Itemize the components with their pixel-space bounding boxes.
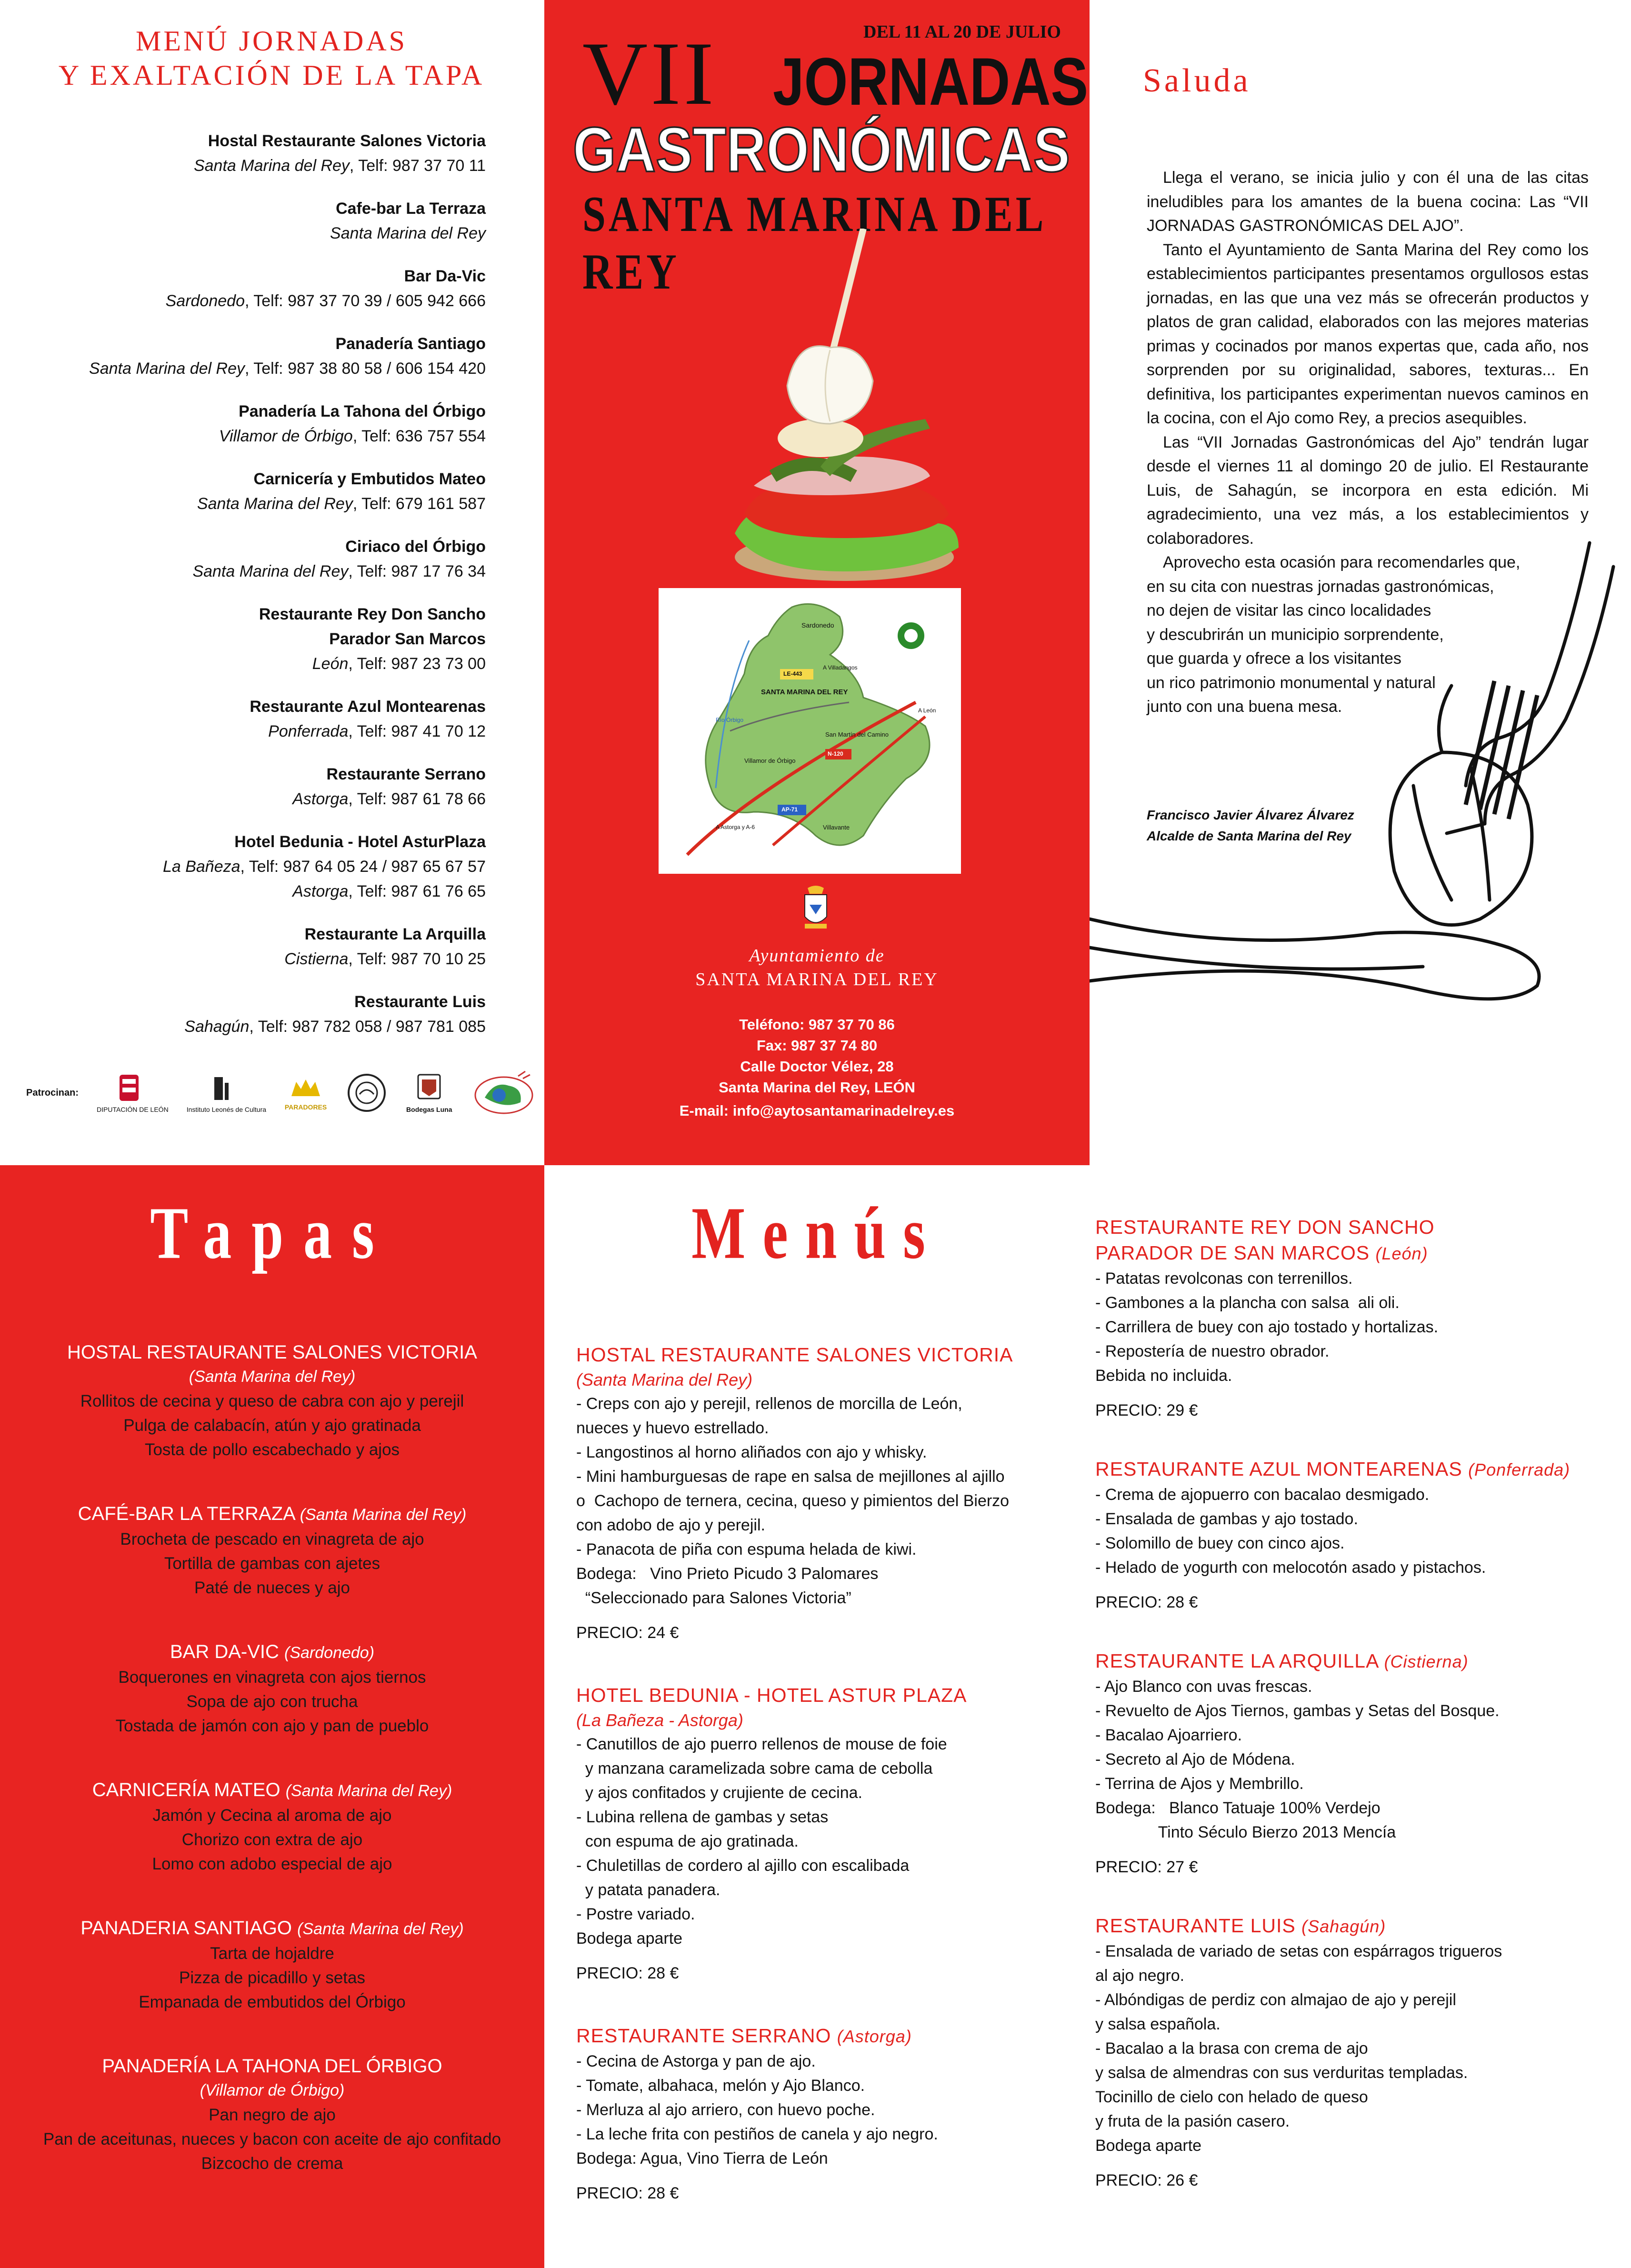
establishment-entry [0, 534, 486, 584]
diputacion-logo [97, 1072, 169, 1113]
menu-dish: y salsa de almendras con sus verduritas templadas. [1095, 2064, 1468, 2082]
tapa-name-text: BAR DA-VIC [170, 1641, 285, 1662]
menu-dish: - Ensalada de variado de setas con espárragos trigueros [1095, 1942, 1502, 1960]
menu-dish: y fruta de la pasión casero. [1095, 2112, 1290, 2130]
establishment-contact [0, 559, 486, 584]
contact-block [544, 1014, 1090, 1098]
establishment-phone: , Telf: 987 64 05 24 / 987 65 67 57 [240, 858, 486, 876]
tapas-title: Tapas [150, 1191, 394, 1274]
menu-dish: Bodega aparte [576, 1929, 683, 1948]
map-label: LE-443 [783, 670, 802, 677]
tapa-name-text: PANADERÍA LA TAHONA DEL ÓRBIGO [102, 2056, 442, 2077]
map-label: Villavante [823, 824, 850, 831]
ayuntamiento-label: Ayuntamiento de [749, 946, 885, 966]
menu-name-text: RESTAURANTE SERRANO [576, 2025, 837, 2047]
establishment-name: Hotel Bedunia - Hotel AsturPlaza [234, 833, 486, 851]
menu-dish: - Ajo Blanco con uvas frescas. [1095, 1678, 1312, 1696]
establishment-contact [0, 854, 486, 879]
saluda-text [1147, 166, 1589, 719]
menu-dish: Tinto Século Bierzo 2013 Mencía [1095, 1823, 1396, 1841]
establishment-entry [0, 467, 486, 516]
menu-dish: - Panacota de piña con espuma helada de kiwi. [576, 1540, 917, 1559]
menu-dish: - Patatas revolconas con terrenillos. [1095, 1269, 1353, 1288]
menu-location: (Astorga) [837, 2027, 912, 2046]
menu-dish: - Canutillos de ajo puerro rellenos de mouse de foie [576, 1735, 947, 1753]
tapa-dish: Tostada de jamón con ajo y pan de pueblo [115, 1717, 429, 1735]
menu-dish: - Merluza al ajo arriero, con huevo poche. [576, 2101, 875, 2119]
cover-title-jornadas: JORNADAS [773, 44, 1089, 120]
menu-restaurant-name [1095, 1648, 1624, 1675]
establishment-name: Bar Da-Vic [404, 267, 486, 285]
saluda-closing-line: junto con una buena mesa. [1147, 698, 1342, 716]
menu-name-text: HOTEL BEDUNIA - HOTEL ASTUR PLAZA [576, 1684, 967, 1706]
menu-dish: y salsa española. [1095, 2015, 1221, 2033]
establishment-contact [0, 1014, 486, 1039]
establishment-name: Cafe-bar La Terraza [336, 200, 486, 218]
menu-location: (Sahagún) [1301, 1917, 1386, 1936]
establishment-entry [0, 399, 486, 449]
cover-title-gastronomicas: GASTRONÓMICAS [573, 114, 1070, 185]
menu-dish: o Cachopo de ternera, cecina, queso y pimientos del Bierzo [576, 1492, 1010, 1510]
menu-location: (León) [1375, 1244, 1428, 1263]
sponsor-name: Bodegas Luna [406, 1106, 452, 1113]
menu-name-text: HOSTAL RESTAURANTE SALONES VICTORIA [576, 1344, 1013, 1366]
tapa-establishment [0, 1640, 544, 1738]
menu-location: (Santa Marina del Rey) [576, 1370, 753, 1389]
establishment-entry [0, 331, 486, 381]
saluda-closing-line: un rico patrimonio monumental y natural [1147, 673, 1436, 692]
establishment-name: Restaurante Luis [354, 993, 486, 1011]
menu-dish: - Carrillera de buey con ajo tostado y hortalizas. [1095, 1318, 1439, 1336]
establishment-location: Santa Marina del Rey [89, 360, 245, 378]
menu-dish: - Helado de yogurth con melocotón asado y pistachos. [1095, 1559, 1486, 1577]
menu-dish: Bodega: Vino Prieto Picudo 3 Palomares [576, 1565, 879, 1583]
tapa-dish: Bizcocho de crema [201, 2154, 343, 2173]
establishment-entry [0, 989, 486, 1039]
saluda-closing-line: en su cita con nuestras jornadas gastronómicas, [1147, 577, 1494, 596]
menu-dish: - Secreto al Ajo de Módena. [1095, 1750, 1295, 1768]
establishment-contact [0, 289, 486, 313]
menu-location: (Cistierna) [1384, 1652, 1469, 1671]
establishment-name: Carnicería y Embutidos Mateo [253, 470, 486, 488]
establishment-location: Astorga [292, 790, 349, 808]
tapa-dish: Lomo con adobo especial de ajo [152, 1855, 392, 1873]
ayuntamiento-name: SANTA MARINA DEL REY [695, 969, 939, 989]
establishment-contact [0, 491, 486, 516]
menu-dish: - Gambones a la plancha con salsa ali oli. [1095, 1294, 1400, 1312]
cover-edition: VII [582, 24, 717, 124]
establishment-entry [0, 264, 486, 313]
tapa-establishment [0, 1340, 544, 1462]
saluda-paragraph: Tanto el Ayuntamiento de Santa Marina del Rey como los establecimientos participantes presentamos orgullosos estas jornadas, en las que una vez más se ofrecerán productos y platos de gran calidad, elaborados con las mejores materias primas y cocinados por manos expertas que, cada año, nos sorprenden por su originalidad, sabores, texturas... En definitiva, los participantes experimentan nuevos caminos en la cocina, con el Ajo como Rey, a precios asequibles. [1147, 240, 1589, 427]
map-label: A Villadangos [823, 664, 858, 671]
ilc-logo [187, 1072, 266, 1113]
town-crest-icon [799, 883, 832, 931]
menu-dish: - Crema de ajopuerro con bacalao desmigado. [1095, 1486, 1430, 1504]
menu-dish: Bodega: Blanco Tatuaje 100% Verdejo [1095, 1799, 1381, 1817]
map-label: A Astorga y A-6 [716, 824, 755, 830]
establishment-location: Villamor de Órbigo [219, 427, 353, 445]
establishment-location: Santa Marina del Rey [193, 157, 350, 175]
menu-dish: Bodega: Agua, Vino Tierra de León [576, 2149, 828, 2168]
menu-price: PRECIO: 28 € [576, 2184, 679, 2202]
tapa-dish: Pizza de picadillo y setas [179, 1968, 366, 1987]
menu-block [1095, 1214, 1624, 1423]
menu-dish: - Mini hamburguesas de rape en salsa de mejillones al ajillo [576, 1468, 1005, 1486]
tapa-location: (Villamor de Órbigo) [200, 2081, 345, 2099]
map-label: SANTA MARINA DEL REY [761, 688, 848, 696]
tapa-dish: Rollitos de cecina y queso de cabra con ajo y perejil [80, 1392, 464, 1410]
contact-line: Fax: 987 37 74 80 [756, 1037, 878, 1054]
menu-restaurant-name [1095, 1240, 1624, 1267]
cover-panel [544, 0, 1090, 1165]
tapa-location: (Santa Marina del Rey) [285, 1782, 452, 1800]
tapa-dish: Tosta de pollo escabechado y ajos [144, 1440, 400, 1459]
menu-dish: “Seleccionado para Salones Victoria” [576, 1589, 851, 1607]
establishment-contact [0, 947, 486, 971]
tapa-dish: Pan negro de ajo [209, 2106, 336, 2124]
title-line: MENÚ JORNADAS [135, 25, 408, 57]
establishment-phone: , Telf: 987 37 70 39 / 605 942 666 [244, 292, 486, 310]
menu-dish: - Tomate, albahaca, melón y Ajo Blanco. [576, 2077, 865, 2095]
tapa-location: (Sardonedo) [284, 1644, 375, 1662]
tapa-establishment [0, 2054, 544, 2176]
sponsors-label: Patrocinan: [26, 1087, 79, 1098]
establishment-name: Restaurante Azul Montearenas [250, 698, 486, 716]
saluda-closing-line: no dejen de visitar las cinco localidades [1147, 601, 1431, 619]
menu-block [1095, 1648, 1624, 1879]
tapa-dish: Paté de nueces y ajo [194, 1579, 350, 1597]
establishment-location: Santa Marina del Rey [330, 224, 486, 242]
map-label: N-120 [828, 750, 843, 757]
establishment-entry [0, 694, 486, 744]
menu-dish: - Chuletillas de cordero al ajillo con escalibada [576, 1857, 910, 1875]
menu-dish: - Cecina de Astorga y pan de ajo. [576, 2052, 816, 2070]
menu-dish: - La leche frita con pestiños de canela y ajo negro. [576, 2125, 938, 2143]
establishment-location: Sardonedo [165, 292, 245, 310]
saluda-closing-line: que guarda y ofrece a los visitantes [1147, 649, 1401, 668]
menu-dish: al ajo negro. [1095, 1967, 1185, 1985]
menu-restaurant-name [1095, 1456, 1624, 1483]
menu-price: PRECIO: 26 € [1095, 2171, 1198, 2189]
tapa-name-text: CARNICERÍA MATEO [92, 1779, 286, 1800]
tapa-dish: Tarta de hojaldre [210, 1944, 334, 1963]
tapa-dish: Empanada de embutidos del Órbigo [139, 1993, 406, 2011]
establishment-phone: , Telf: 987 23 73 00 [348, 655, 486, 673]
menu-block [1095, 1456, 1624, 1615]
signature-name: Francisco Javier Álvarez Álvarez [1147, 808, 1354, 822]
establishment-contact [0, 424, 486, 449]
menu-block [576, 1342, 1105, 1645]
tapas-list [0, 1340, 544, 2216]
menu-restaurant-name [1095, 1913, 1624, 1939]
menu-dish: y patata panadera. [576, 1881, 720, 1899]
map-label: AP-71 [781, 806, 798, 813]
tapa-establishment-name [0, 1502, 544, 1527]
tapa-location: (Santa Marina del Rey) [300, 1506, 467, 1524]
sponsor-name: DIPUTACIÓN DE LEÓN [97, 1106, 169, 1113]
menu-dish: - Creps con ajo y perejil, rellenos de morcilla de León, [576, 1395, 962, 1413]
establishment-phone: , Telf: 987 38 80 58 / 606 154 420 [244, 360, 486, 378]
tapa-dish: Sopa de ajo con trucha [186, 1692, 358, 1711]
tapa-dish: Boquerones en vinagreta con ajos tiernos [118, 1668, 426, 1687]
establishment-phone: , Telf: 987 37 70 11 [349, 157, 486, 175]
garlic-tapa-photo [701, 229, 987, 586]
menu-block [576, 1682, 1105, 1986]
contact-line: Teléfono: 987 37 70 86 [739, 1016, 895, 1033]
tapa-establishment-name [0, 2054, 544, 2078]
tapa-dish: Chorizo con extra de ajo [181, 1830, 363, 1849]
menu-block [1095, 1913, 1624, 2193]
establishment-name: Panadería Santiago [335, 335, 486, 353]
map-label: Sardonedo [801, 621, 834, 629]
establishment-contact [0, 651, 486, 676]
establishment-entry [0, 602, 486, 676]
municipality-map [659, 588, 961, 874]
menu-location: (La Bañeza - Astorga) [576, 1710, 743, 1730]
establishment-contact [0, 787, 486, 811]
signature-role: Alcalde de Santa Marina del Rey [1147, 829, 1351, 843]
establishment-entry [0, 922, 486, 971]
establishment-name: Hostal Restaurante Salones Victoria [208, 132, 486, 150]
menu-dish: - Repostería de nuestro obrador. [1095, 1342, 1330, 1360]
establishment-phone: , Telf: 987 70 10 25 [348, 950, 486, 968]
establishment-location: Santa Marina del Rey [192, 562, 349, 580]
establishment-entry [0, 762, 486, 811]
paradores-logo [284, 1075, 327, 1111]
establishment-name: Ciriaco del Órbigo [345, 538, 486, 556]
map-label: San Martín del Camino [825, 731, 889, 738]
establishment-location: Astorga [292, 882, 349, 900]
establishment-phone: , Telf: 987 17 76 34 [348, 562, 486, 580]
regional-map-logo [470, 1069, 537, 1117]
establishment-contact [0, 221, 486, 246]
menu-name-text: RESTAURANTE LUIS [1095, 1915, 1302, 1937]
menu-dish: - Langostinos al horno aliñados con ajo y whisky. [576, 1443, 927, 1461]
menus-title: Menús [691, 1191, 942, 1274]
menu-price: PRECIO: 28 € [576, 1964, 679, 1982]
establishment-name: Restaurante Rey Don Sancho [259, 605, 486, 623]
establishment-name: Restaurante Serrano [326, 765, 486, 783]
menu-name-text: RESTAURANTE LA ARQUILLA [1095, 1650, 1384, 1672]
menu-dish: y manzana caramelizada sobre cama de cebolla [576, 1759, 933, 1778]
tapa-dish: Pulga de calabacín, atún y ajo gratinada [123, 1416, 421, 1435]
menu-dish: con adobo de ajo y perejil. [576, 1516, 765, 1534]
establishment-phone: , Telf: 679 161 587 [352, 495, 486, 513]
tapa-establishment [0, 1778, 544, 1876]
menu-dish: Bebida no incluida. [1095, 1367, 1232, 1385]
establishment-phone: , Telf: 987 41 70 12 [348, 722, 486, 740]
bodegas-luna-logo [406, 1072, 452, 1113]
menus-column-right [1095, 1214, 1624, 2193]
menu-dish: Bodega aparte [1095, 2137, 1202, 2155]
establishment-entry [0, 829, 486, 904]
tapa-dish: Tortilla de gambas con ajetes [164, 1554, 380, 1573]
menu-dish: Tocinillo de cielo con helado de queso [1095, 2088, 1368, 2106]
menu-restaurant-name [576, 1342, 1105, 1368]
establishment-location: Cistierna [284, 950, 349, 968]
tapa-establishment-name [0, 1778, 544, 1803]
saluda-signature [1147, 805, 1354, 847]
menu-name-text: PARADOR DE SAN MARCOS [1095, 1242, 1376, 1264]
menu-dish: - Postre variado. [576, 1905, 695, 1923]
menu-dish: - Solomillo de buey con cinco ajos. [1095, 1534, 1345, 1552]
saluda-paragraph: Las “VII Jornadas Gastronómicas del Ajo” tendrán lugar desde el viernes 11 al domingo 20 de julio. El Restaurante Luis, de Sahagún, se incorpora en esta edición. Mi agradecimiento, una vez más, a los establecimientos y colaboradores. [1147, 433, 1589, 548]
tapa-dish: Brocheta de pescado en vinagreta de ajo [120, 1530, 424, 1549]
establishment-phone: , Telf: 987 61 76 65 [348, 882, 486, 900]
tapa-dish: Jamón y Cecina al aroma de ajo [152, 1806, 392, 1825]
sponsor-name: Instituto Leonés de Cultura [186, 1106, 267, 1113]
tapa-name-text: HOSTAL RESTAURANTE SALONES VICTORIA [67, 1342, 477, 1363]
sponsors-bar [26, 1067, 540, 1119]
tapa-name-text: PANADERIA SANTIAGO [80, 1918, 298, 1938]
sponsor-name: PARADORES [284, 1103, 327, 1111]
tapa-establishment-name [0, 1340, 544, 1365]
tapa-dish: Pan de aceitunas, nueces y bacon con aceite de ajo confitado [43, 2130, 501, 2148]
establishment-location: Santa Marina del Rey [197, 495, 353, 513]
menu-dish: y ajos confitados y crujiente de cecina. [576, 1784, 862, 1802]
title-line: Y EXALTACIÓN DE LA TAPA [58, 60, 485, 91]
menu-dish: nueces y huevo estrellado. [576, 1419, 769, 1437]
establishment-phone: , Telf: 987 782 058 / 987 781 085 [249, 1018, 486, 1036]
establishment-entry [0, 196, 486, 246]
menu-location: (Ponferrada) [1468, 1460, 1571, 1479]
menu-dish: - Bacalao a la brasa con crema de ajo [1095, 2039, 1368, 2058]
establishment-name: Parador San Marcos [329, 630, 486, 648]
menu-restaurant-name: RESTAURANTE REY DON SANCHO [1095, 1216, 1435, 1238]
menu-dish: - Terrina de Ajos y Membrillo. [1095, 1775, 1304, 1793]
menu-dish: - Albóndigas de perdiz con almajao de ajo y perejil [1095, 1991, 1456, 2009]
menu-dish: - Bacalao Ajoarriero. [1095, 1726, 1242, 1744]
establishment-location: Ponferrada [268, 722, 349, 740]
tapa-establishment [0, 1916, 544, 2014]
menu-price: PRECIO: 24 € [576, 1624, 679, 1642]
menu-price: PRECIO: 27 € [1095, 1858, 1198, 1876]
establishment-location: León [312, 655, 349, 673]
contact-email[interactable]: E-mail: info@aytosantamarinadelrey.es [679, 1102, 955, 1119]
establishments-title [29, 24, 514, 92]
establishment-entry [0, 129, 486, 178]
saluda-closing-line: Aprovecho esta ocasión para recomendarles que, [1163, 553, 1521, 571]
establishment-phone: , Telf: 987 61 78 66 [348, 790, 486, 808]
tapa-establishment [0, 1502, 544, 1600]
menus-column-left [576, 1342, 1105, 2206]
establishment-name: Panadería La Tahona del Órbigo [239, 402, 486, 420]
tapa-location: (Santa Marina del Rey) [189, 1368, 356, 1386]
saluda-paragraph: Llega el verano, se inicia julio y con él una de las citas ineludibles para los amantes de la buena cocina: Las “VII JORNADAS GASTRONÓMICAS DEL AJO”. [1147, 169, 1589, 235]
menu-dish: - Ensalada de gambas y ajo tostado. [1095, 1510, 1358, 1528]
tapa-location: (Santa Marina del Rey) [297, 1920, 464, 1938]
saluda-closing-line: y descubrirán un municipio sorprendente, [1147, 625, 1444, 644]
menu-dish: con espuma de ajo gratinada. [576, 1832, 799, 1850]
establishment-location: La Bañeza [162, 858, 240, 876]
map-label: A León [918, 707, 936, 714]
menu-price: PRECIO: 28 € [1095, 1593, 1198, 1611]
establishments-list [0, 129, 486, 1057]
establishment-phone: , Telf: 636 757 554 [352, 427, 486, 445]
tapa-establishment-name [0, 1916, 544, 1941]
menu-block [576, 2023, 1105, 2206]
establishment-name: Restaurante La Arquilla [304, 925, 486, 943]
establishment-contact [0, 356, 486, 381]
cover-dates: DEL 11 AL 20 DE JULIO [863, 22, 1061, 42]
tapa-name-text: CAFÉ-BAR LA TERRAZA [78, 1503, 300, 1524]
establishment-contact [0, 153, 486, 178]
establishment-contact [0, 719, 486, 744]
contact-line: Calle Doctor Vélez, 28 [740, 1058, 894, 1075]
menu-dish: - Lubina rellena de gambas y setas [576, 1808, 829, 1826]
saluda-title: Saluda [1143, 62, 1251, 99]
round-seal-logo [345, 1071, 388, 1114]
menu-dish: - Revuelto de Ajos Tiernos, gambas y Setas del Bosque. [1095, 1702, 1500, 1720]
establishment-contact [0, 879, 486, 904]
map-label: Río Órbigo [716, 717, 744, 723]
contact-line: Santa Marina del Rey, LEÓN [719, 1079, 915, 1096]
establishment-location: Sahagún [184, 1018, 250, 1036]
cover-title-town: SANTA MARINA DEL REY [582, 187, 1044, 300]
tapa-establishment-name [0, 1640, 544, 1665]
map-label: Villamor de Órbigo [744, 757, 796, 764]
menu-restaurant-name [576, 1682, 1105, 1708]
menu-restaurant-name [576, 2023, 1105, 2049]
menu-name-text: RESTAURANTE AZUL MONTEARENAS [1095, 1458, 1469, 1480]
menu-price: PRECIO: 29 € [1095, 1401, 1198, 1419]
